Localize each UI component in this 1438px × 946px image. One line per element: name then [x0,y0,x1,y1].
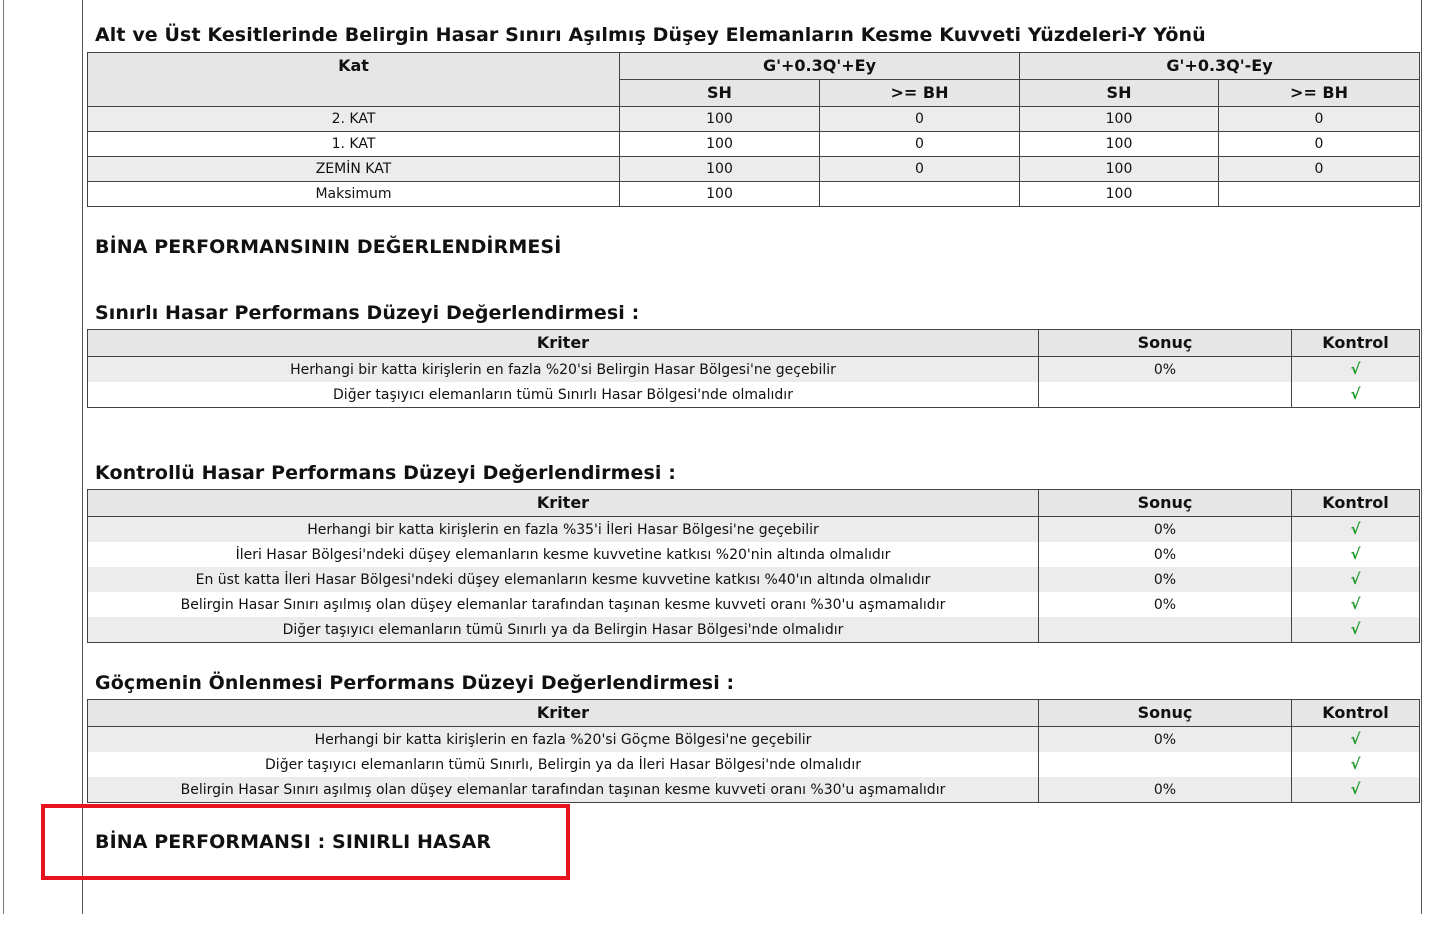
value-cell: 0 [820,132,1020,157]
group1-bh-header: >= BH [820,80,1020,107]
value-cell: 0 [820,107,1020,132]
sonuc-cell: 0% [1039,542,1292,567]
sonuc-cell: 0% [1039,357,1292,383]
value-cell: 100 [1020,182,1219,207]
table-row [88,357,1420,383]
kriter-cell: İleri Hasar Bölgesi'ndeki düşey elemanların kesme kuvvetine katkısı %20'nin altında olmalıdır [88,542,1039,567]
col-kat-header: Kat [88,53,620,107]
controlled-damage-title: Kontrollü Hasar Performans Düzeyi Değerlendirmesi : [95,462,676,484]
table-row [88,617,1420,643]
building-performance-result: BİNA PERFORMANSI : SINIRLI HASAR [95,831,492,853]
sonuc-cell: 0% [1039,727,1292,753]
value-cell: 100 [1020,132,1219,157]
table-row [88,132,1420,157]
value-cell: 100 [1020,157,1219,182]
collapse-prevention-table [87,699,1420,803]
kontrol-header: Kontrol [1292,330,1420,357]
sonuc-cell: 0% [1039,592,1292,617]
table-row-maximum [88,182,1420,207]
value-cell: 100 [620,107,820,132]
kat-cell: 2. KAT [88,107,620,132]
kriter-cell: Belirgin Hasar Sınırı aşılmış olan düşey elemanlar tarafından taşınan kesme kuvveti oranı %30'u aşmamalıdır [88,592,1039,617]
group2-bh-header: >= BH [1219,80,1420,107]
table-row [88,777,1420,803]
sonuc-header: Sonuç [1039,490,1292,517]
kriter-header: Kriter [88,490,1039,517]
check-icon: √ [1350,360,1361,378]
sonuc-header: Sonuç [1039,700,1292,727]
check-icon: √ [1350,780,1361,798]
kontrol-header: Kontrol [1292,490,1420,517]
kriter-cell: Herhangi bir katta kirişlerin en fazla %35'i İleri Hasar Bölgesi'ne geçebilir [88,517,1039,543]
table-row [88,592,1420,617]
value-cell: 100 [620,157,820,182]
value-cell: 100 [1020,107,1219,132]
check-icon: √ [1350,755,1361,773]
controlled-damage-table [87,489,1420,643]
value-cell: 0 [1219,132,1420,157]
table-row [88,727,1420,753]
outer-frame-line [3,0,4,914]
table-row [88,157,1420,182]
kontrol-header: Kontrol [1292,700,1420,727]
sonuc-cell: 0% [1039,567,1292,592]
kriter-cell: Herhangi bir katta kirişlerin en fazla %20'si Göçme Bölgesi'ne geçebilir [88,727,1039,753]
sonuc-cell: 0% [1039,517,1292,543]
table-row [88,382,1420,408]
shear-percentage-table [87,52,1420,207]
sonuc-cell [1039,617,1292,643]
kriter-header: Kriter [88,700,1039,727]
sonuc-cell: 0% [1039,777,1292,803]
kriter-cell: En üst katta İleri Hasar Bölgesi'ndeki düşey elemanların kesme kuvvetine katkısı %40'ın altında olmalıdır [88,567,1039,592]
kriter-cell: Belirgin Hasar Sınırı aşılmış olan düşey elemanlar tarafından taşınan kesme kuvveti oranı %30'u aşmamalıdır [88,777,1039,803]
group1-sh-header: SH [620,80,820,107]
evaluation-heading: BİNA PERFORMANSININ DEĞERLENDİRMESİ [95,236,562,258]
value-cell: 0 [1219,157,1420,182]
kriter-cell: Diğer taşıyıcı elemanların tümü Sınırlı ya da Belirgin Hasar Bölgesi'nde olmalıdır [88,617,1039,643]
check-icon: √ [1350,730,1361,748]
limited-damage-title: Sınırlı Hasar Performans Düzeyi Değerlendirmesi : [95,302,640,324]
kriter-cell: Herhangi bir katta kirişlerin en fazla %20'si Belirgin Hasar Bölgesi'ne geçebilir [88,357,1039,383]
kriter-cell: Diğer taşıyıcı elemanların tümü Sınırlı, Belirgin ya da İleri Hasar Bölgesi'nde olmalıdır [88,752,1039,777]
kat-cell: 1. KAT [88,132,620,157]
table-row [88,752,1420,777]
value-cell [1219,182,1420,207]
check-icon: √ [1350,620,1361,638]
group2-sh-header: SH [1020,80,1219,107]
table-row [88,567,1420,592]
sonuc-cell [1039,752,1292,777]
result-highlight-box [41,804,570,880]
check-icon: √ [1350,545,1361,563]
check-icon: √ [1350,595,1361,613]
check-icon: √ [1350,520,1361,538]
kat-cell: Maksimum [88,182,620,207]
kriter-header: Kriter [88,330,1039,357]
kriter-cell: Diğer taşıyıcı elemanların tümü Sınırlı Hasar Bölgesi'nde olmalıdır [88,382,1039,408]
value-cell: 100 [620,182,820,207]
value-cell: 0 [820,157,1020,182]
report-page [82,0,1422,914]
kat-cell: ZEMİN KAT [88,157,620,182]
table-row [88,517,1420,543]
group1-header: G'+0.3Q'+Ey [620,53,1020,80]
table-row [88,542,1420,567]
value-cell: 100 [620,132,820,157]
sonuc-header: Sonuç [1039,330,1292,357]
collapse-prevention-title: Göçmenin Önlenmesi Performans Düzeyi Değerlendirmesi : [95,672,735,694]
check-icon: √ [1350,385,1361,403]
shear-table-title: Alt ve Üst Kesitlerinde Belirgin Hasar Sınırı Aşılmış Düşey Elemanların Kesme Kuvveti Yüzdeleri-Y Yönü [95,24,1206,46]
sonuc-cell [1039,382,1292,408]
group2-header: G'+0.3Q'-Ey [1020,53,1420,80]
table-row [88,107,1420,132]
value-cell: 0 [1219,107,1420,132]
check-icon: √ [1350,570,1361,588]
value-cell [820,182,1020,207]
limited-damage-table [87,329,1420,408]
